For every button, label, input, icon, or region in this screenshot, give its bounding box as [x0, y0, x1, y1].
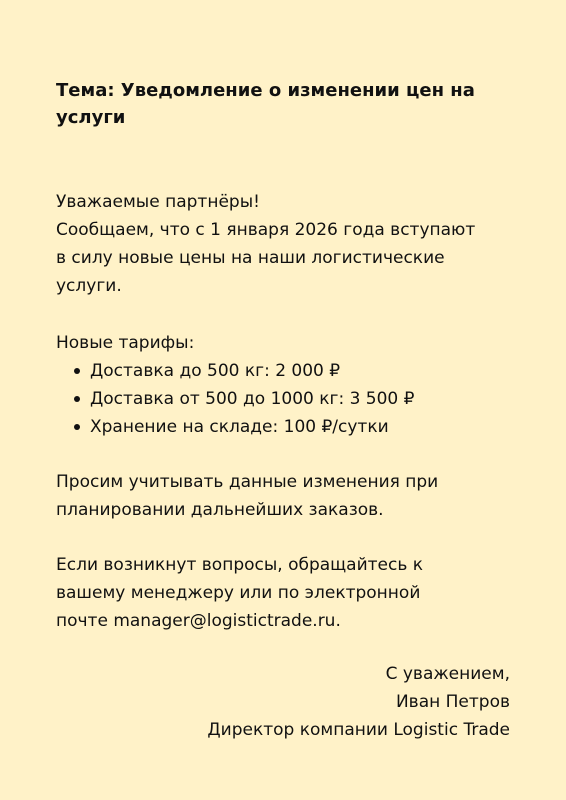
- contact-line-3: почте manager@logistictrade.ru.: [56, 611, 341, 631]
- signature-block: [207, 660, 510, 744]
- tariff-item-text: Доставка от 500 до 1000 кг: 3 500 ₽: [90, 389, 415, 409]
- tariff-item: [90, 357, 516, 385]
- greeting-paragraph: [56, 188, 516, 300]
- subject-heading: [56, 77, 516, 131]
- tariff-item-text: Доставка до 500 кг: 2 000 ₽: [90, 361, 341, 381]
- contact-paragraph: [56, 551, 516, 635]
- tariff-item: [90, 413, 516, 441]
- intro-line-1: Сообщаем, что с 1 января 2026 года вступают: [56, 220, 476, 240]
- signature-name: Иван Петров: [395, 692, 510, 712]
- note-paragraph: [56, 468, 516, 524]
- bullet-icon: [74, 396, 80, 402]
- tariff-item: [90, 385, 516, 413]
- bullet-icon: [74, 368, 80, 374]
- bullet-icon: [74, 424, 80, 430]
- signature-title: Директор компании Logistic Trade: [207, 720, 510, 740]
- tariff-item-text: Хранение на складе: 100 ₽/сутки: [90, 417, 389, 437]
- note-line-1: Просим учитывать данные изменения при: [56, 472, 439, 492]
- subject-line-1: Тема: Уведомление о изменении цен на: [56, 80, 475, 101]
- tariffs-section: [56, 329, 516, 441]
- greeting-text: Уважаемые партнёры!: [56, 192, 260, 212]
- tariffs-heading: Новые тарифы:: [56, 333, 195, 353]
- note-line-2: планировании дальнейших заказов.: [56, 500, 384, 520]
- contact-line-1: Если возникнут вопросы, обращайтесь к: [56, 555, 424, 575]
- contact-line-2: вашему менеджеру или по электронной: [56, 583, 421, 603]
- intro-line-2: в силу новые цены на наши логистические: [56, 248, 445, 268]
- signature-closing: С уважением,: [385, 664, 510, 684]
- subject-line-2: услуги: [56, 107, 126, 128]
- intro-line-3: услуги.: [56, 276, 122, 296]
- tariffs-list: [56, 357, 516, 441]
